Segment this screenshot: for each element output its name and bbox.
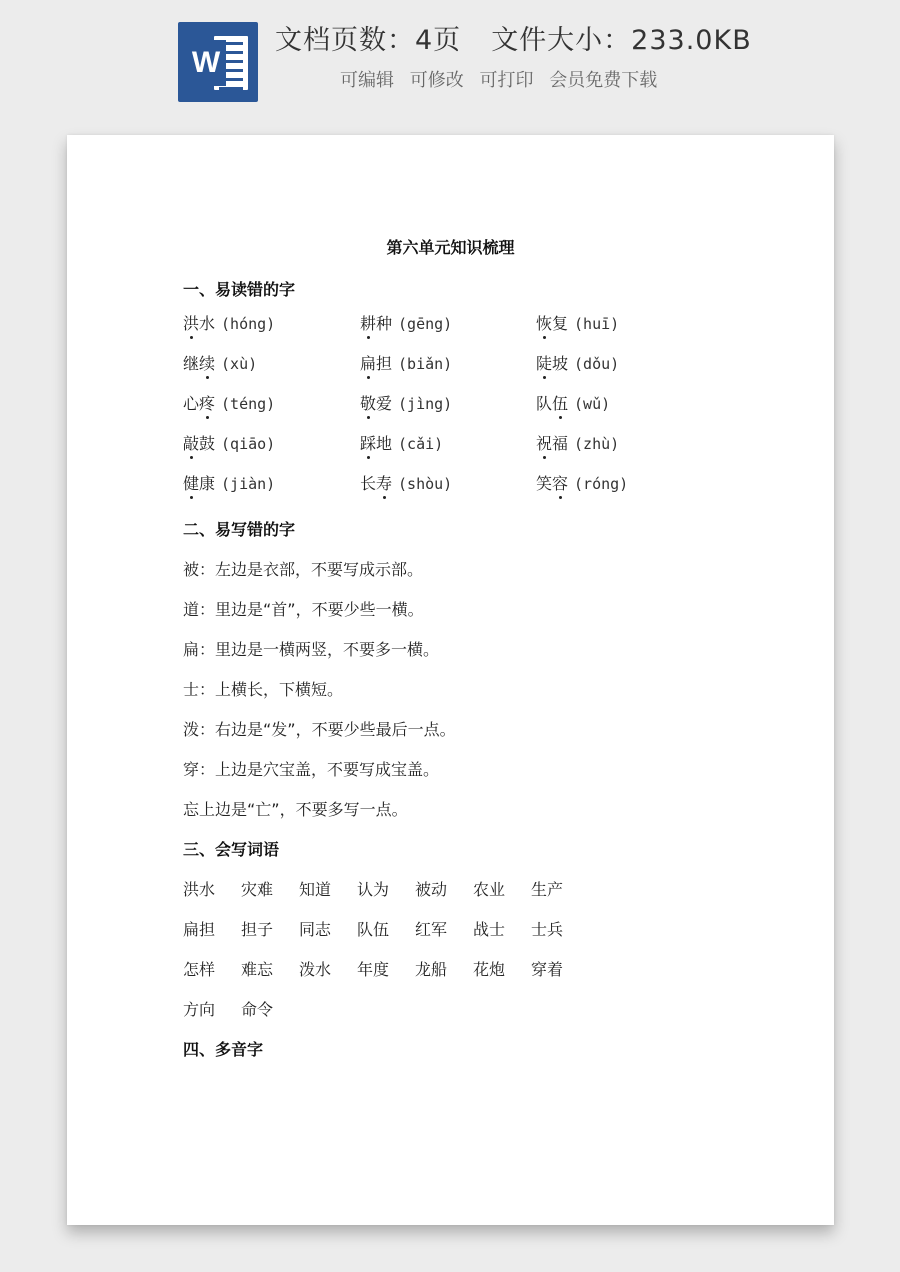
pinyin: (shòu): [398, 475, 453, 493]
entry-char: 队: [536, 394, 553, 413]
entry-char: 祝: [536, 431, 552, 454]
pinyin: (zhù): [574, 435, 620, 453]
feature-modifiable: 可修改: [409, 70, 464, 91]
vocabulary-word: 认为: [357, 880, 390, 899]
entry-char: 复: [552, 314, 569, 333]
misread-entry: [536, 471, 628, 494]
entry-char: 寿: [376, 471, 392, 494]
pinyin: (huī): [574, 315, 620, 333]
vocabulary-word: 被动: [415, 880, 448, 899]
entry-char: 担: [376, 354, 393, 373]
pinyin: (gēng): [398, 315, 453, 333]
vocabulary-word: 泼水: [299, 960, 332, 979]
word-letter: W: [186, 40, 226, 86]
vocabulary-word: 队伍: [357, 920, 390, 939]
miswritten-line: 忘上边是“亡”，不要多写一点。: [183, 800, 408, 819]
vocabulary-word: 难忘: [241, 960, 274, 979]
document-title: 第六单元知识梳理: [386, 238, 515, 257]
section-heading-vocabulary: 三、会写词语: [183, 840, 280, 859]
entry-char: 种: [376, 314, 393, 333]
vocabulary-word: 方向: [183, 1000, 216, 1019]
entry-char: 笑: [536, 474, 553, 493]
entry-char: 福: [552, 434, 569, 453]
misread-entry: [183, 311, 275, 334]
miswritten-line: 扁：里边是一横两竖，不要多一横。: [183, 640, 440, 659]
vocabulary-word: 灾难: [241, 880, 274, 899]
pinyin: (biǎn): [398, 355, 453, 373]
entry-char: 耕: [360, 311, 376, 334]
pinyin: (róng): [574, 475, 629, 493]
vocabulary-word: 年度: [357, 960, 390, 979]
vocabulary-word: 红军: [415, 920, 448, 939]
misread-entry: [183, 431, 275, 454]
document-page: [67, 135, 834, 1225]
vocabulary-word: 洪水: [183, 880, 216, 899]
vocabulary-row: [183, 997, 299, 1020]
pinyin: (téng): [221, 395, 276, 413]
vocabulary-word: 生产: [531, 880, 564, 899]
page-count: 文档页数：4页: [275, 25, 462, 56]
misread-entry: [536, 311, 619, 334]
vocabulary-word: 花炮: [473, 960, 506, 979]
entry-char: 地: [376, 434, 393, 453]
vocabulary-word: 龙船: [415, 960, 448, 979]
entry-char: 容: [552, 471, 568, 494]
entry-char: 疼: [199, 391, 215, 414]
entry-char: 洪: [183, 311, 199, 334]
misread-entry: [360, 391, 452, 414]
pinyin: (cǎi): [398, 435, 444, 453]
entry-char: 长: [360, 474, 377, 493]
vocabulary-word: 担子: [241, 920, 274, 939]
vocabulary-word: 命令: [241, 1000, 274, 1019]
misread-entry: [360, 311, 452, 334]
pinyin: (wǔ): [574, 395, 611, 413]
entry-char: 康: [199, 474, 216, 493]
entry-char: 继: [183, 354, 200, 373]
entry-char: 踩: [360, 431, 376, 454]
feature-member-download: 会员免费下载: [549, 70, 658, 91]
misread-entry: [183, 391, 275, 414]
pinyin: (hóng): [221, 315, 276, 333]
entry-char: 鼓: [199, 434, 216, 453]
entry-char: 敬: [360, 391, 376, 414]
misread-entry: [360, 471, 452, 494]
feature-printable: 可打印: [479, 70, 534, 91]
vocabulary-word: 扁担: [183, 920, 216, 939]
feature-editable: 可编辑: [340, 70, 394, 91]
entry-char: 伍: [552, 391, 568, 414]
word-icon: [178, 22, 258, 102]
section-heading-misread: 一、易读错的字: [183, 280, 296, 299]
section-heading-polyphonic: 四、多音字: [183, 1040, 264, 1059]
pinyin: (qiāo): [221, 435, 276, 453]
feature-list: [340, 66, 667, 92]
vocabulary-word: 战士: [473, 920, 506, 939]
entry-char: 续: [199, 351, 215, 374]
miswritten-line: 泼：右边是“发”，不要少些最后一点。: [183, 720, 456, 739]
entry-char: 陡: [536, 351, 552, 374]
entry-char: 心: [183, 394, 200, 413]
misread-entry: [536, 431, 619, 454]
vocabulary-word: 士兵: [531, 920, 564, 939]
misread-entry: [183, 471, 275, 494]
vocabulary-word: 怎样: [183, 960, 216, 979]
miswritten-line: 士：上横长，下横短。: [183, 680, 344, 699]
miswritten-line: 穿：上边是穴宝盖，不要写成宝盖。: [183, 760, 440, 779]
vocabulary-row: [183, 877, 589, 900]
vocabulary-word: 同志: [299, 920, 332, 939]
vocabulary-word: 穿着: [531, 960, 564, 979]
vocabulary-row: [183, 957, 589, 980]
misread-entry: [360, 351, 452, 374]
entry-char: 恢: [536, 311, 552, 334]
section-heading-miswritten: 二、易写错的字: [183, 520, 296, 539]
banner-title: [275, 18, 752, 57]
entry-char: 健: [183, 471, 199, 494]
vocabulary-word: 知道: [299, 880, 332, 899]
pinyin: (jiàn): [221, 475, 276, 493]
vocabulary-row: [183, 917, 589, 940]
misread-entry: [536, 391, 610, 414]
download-banner: [0, 0, 900, 130]
pinyin: (dǒu): [574, 355, 620, 373]
entry-char: 坡: [552, 354, 569, 373]
entry-char: 水: [199, 314, 216, 333]
pinyin: (xù): [221, 355, 258, 373]
misread-entry: [536, 351, 619, 374]
entry-char: 扁: [360, 351, 376, 374]
misread-entry: [183, 351, 257, 374]
file-size: 文件大小：233.0KB: [491, 25, 752, 56]
entry-char: 爱: [376, 394, 393, 413]
miswritten-line: 道：里边是“首”，不要少些一横。: [183, 600, 424, 619]
entry-char: 敲: [183, 431, 199, 454]
pinyin: (jìng): [398, 395, 453, 413]
miswritten-line: 被：左边是衣部，不要写成示部。: [183, 560, 424, 579]
vocabulary-word: 农业: [473, 880, 506, 899]
misread-entry: [360, 431, 443, 454]
